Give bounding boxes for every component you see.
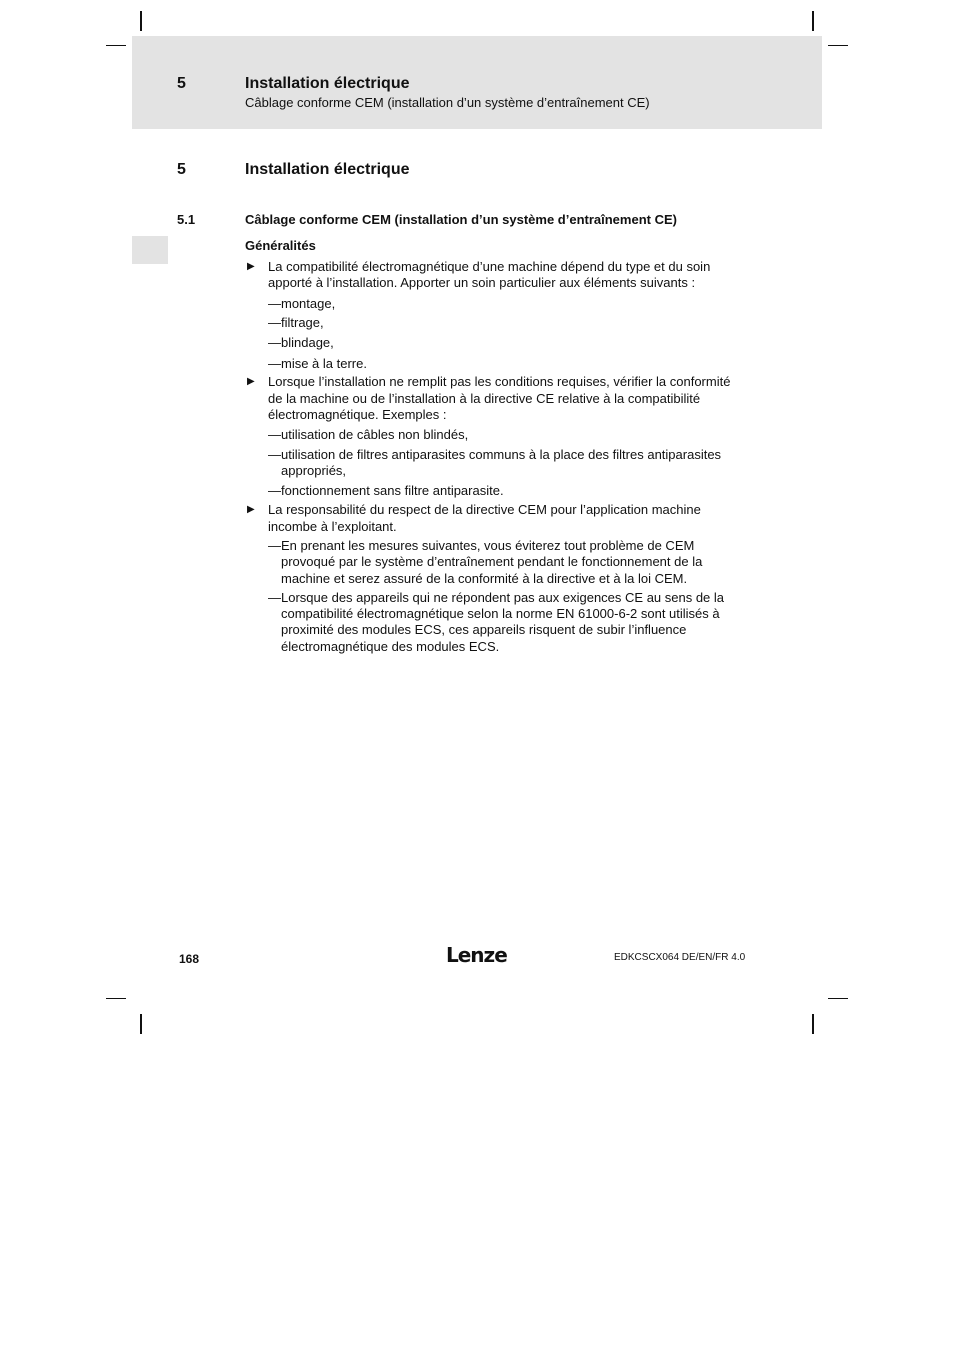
dash-icon: — — [268, 315, 281, 331]
dash-text: utilisation de câbles non blindés, — [281, 427, 469, 443]
crop-mark — [828, 998, 848, 999]
dash-icon: — — [268, 537, 281, 553]
document-code: EDKCSCX064 DE/EN/FR 4.0 — [614, 952, 746, 963]
header-chapter-number: 5 — [177, 75, 186, 92]
lenze-logo: Lenze — [446, 943, 507, 967]
dash-icon: — — [268, 335, 281, 351]
side-tab-marker — [132, 236, 168, 264]
page-number: 168 — [179, 952, 200, 966]
dash-item — [268, 356, 735, 372]
generalites-heading: Généralités — [245, 238, 316, 253]
bullet-item — [245, 259, 735, 292]
dash-item — [268, 427, 735, 443]
dash-item — [268, 538, 735, 587]
bullet-text: La compatibilité électromagnétique d’une machine dépend du type et du soin apporté à l’installation. Apporter un soin particulier aux éléments suivants : — [268, 259, 711, 291]
subsection-number: 5.1 — [177, 212, 196, 227]
header-band — [132, 36, 822, 129]
dash-icon: — — [268, 446, 281, 462]
bullet-text: La responsabilité du respect de la directive CEM pour l’application machine incombe à l’exploitant. — [268, 502, 701, 534]
dash-icon: — — [268, 355, 281, 371]
crop-mark — [106, 45, 126, 46]
crop-mark — [106, 998, 126, 999]
dash-icon: — — [268, 427, 281, 443]
dash-text: filtrage, — [281, 315, 324, 331]
body-content — [245, 257, 735, 655]
dash-text: En prenant les mesures suivantes, vous éviterez tout problème de CEM provoqué par le système d’entraînement pendant le fonctionnement de la machine et serez assuré de la conformité à la directive et à la loi CEM. — [281, 537, 703, 586]
section-number: 5 — [177, 161, 186, 178]
dash-item — [268, 315, 735, 331]
crop-mark — [812, 1014, 814, 1034]
crop-mark — [828, 45, 848, 46]
dash-icon: — — [268, 589, 281, 605]
dash-text: Lorsque des appareils qui ne répondent pas aux exigences CE au sens de la compatibilité électromagnétique selon la norme EN 61000-6-2 sont utilisés à proximité des modules ECS, ces appareils risquent de subir l’influence électromagnétique des modules ECS. — [281, 589, 725, 654]
dash-icon: — — [268, 483, 281, 499]
dash-item — [268, 483, 735, 499]
section-title: Installation électrique — [245, 161, 410, 178]
crop-mark — [812, 11, 814, 31]
header-subtitle: Câblage conforme CEM (installation d’un système d’entraînement CE) — [245, 95, 650, 110]
dash-text: mise à la terre. — [281, 355, 367, 371]
arrow-bullet-icon: ▶ — [247, 376, 255, 388]
dash-item — [268, 335, 735, 351]
dash-text: blindage, — [281, 335, 334, 351]
arrow-bullet-icon: ▶ — [247, 261, 255, 272]
dash-item — [268, 296, 735, 312]
crop-mark — [140, 11, 142, 31]
dash-text: montage, — [281, 295, 336, 311]
arrow-bullet-icon: ▶ — [247, 504, 255, 516]
header-chapter-title: Installation électrique — [245, 75, 410, 92]
bullet-text: Lorsque l’installation ne remplit pas les conditions requises, vérifier la conformité de la machine ou de l’installation à la directive CE relative à la compatibilité électromagnétique. Exemples : — [268, 374, 731, 422]
dash-item — [268, 590, 735, 655]
subsection-title: Câblage conforme CEM (installation d’un système d’entraînement CE) — [245, 212, 677, 227]
dash-text: utilisation de filtres antiparasites communs à la place des filtres antiparasites appropriés, — [281, 446, 722, 479]
crop-mark — [140, 1014, 142, 1034]
dash-item — [268, 447, 735, 480]
dash-icon: — — [268, 295, 281, 311]
bullet-item — [245, 374, 735, 423]
bullet-item — [245, 502, 735, 535]
dash-text: fonctionnement sans filtre antiparasite. — [281, 483, 504, 499]
